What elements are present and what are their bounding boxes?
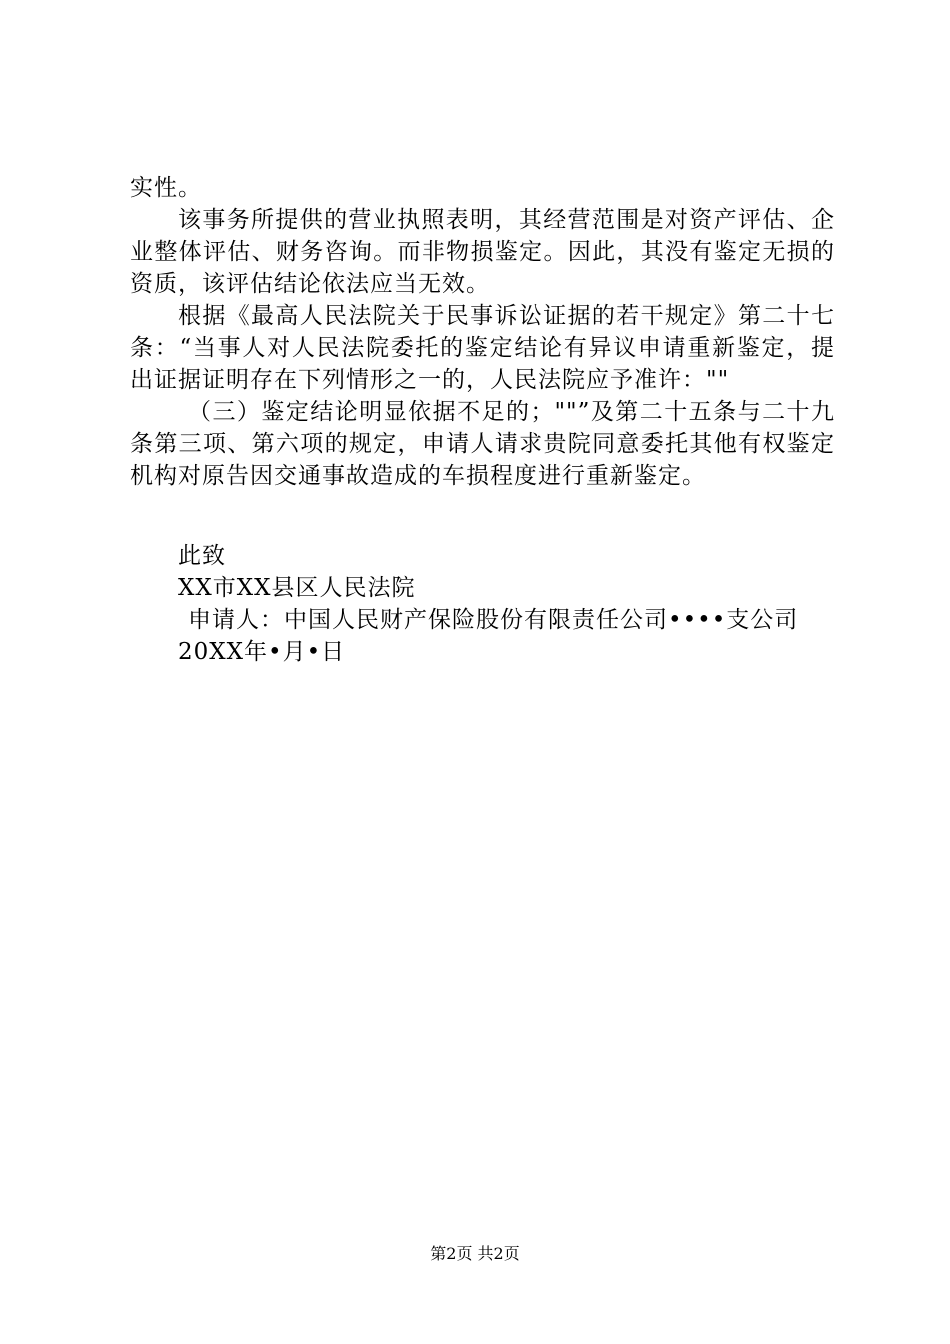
- paragraph-legal-basis: 根据《最高人民法院关于民事诉讼证据的若干规定》第二十七条：“当事人对人民法院委托的鉴定结论有异议申请重新鉴定，提出证据证明存在下列情形之一的，人民法院应予准许："": [130, 303, 835, 393]
- document-body: [130, 172, 835, 492]
- paragraph-request: （三）鉴定结论明显依据不足的；""”及第二十五条与二十九条第三项、第六项的规定，申请人请求贵院同意委托其他有权鉴定机构对原告因交通事故造成的车损程度进行重新鉴定。: [130, 399, 835, 489]
- paragraph-continuation: 实性。: [130, 175, 202, 201]
- page-number: 第2页 共2页: [430, 1244, 520, 1263]
- closing-recipient: XX市XX县区人民法院: [178, 575, 416, 601]
- closing-salutation: 此致: [178, 543, 226, 569]
- closing-date: 20XX年•月•日: [178, 639, 346, 665]
- closing-applicant: 申请人：中国人民财产保险股份有限责任公司••••支公司: [188, 607, 799, 633]
- page-footer: [0, 1244, 950, 1264]
- document-closing: [130, 540, 835, 668]
- paragraph-business-scope: 该事务所提供的营业执照表明，其经营范围是对资产评估、企业整体评估、财务咨询。而非物损鉴定。因此，其没有鉴定无损的资质，该评估结论依法应当无效。: [130, 207, 835, 297]
